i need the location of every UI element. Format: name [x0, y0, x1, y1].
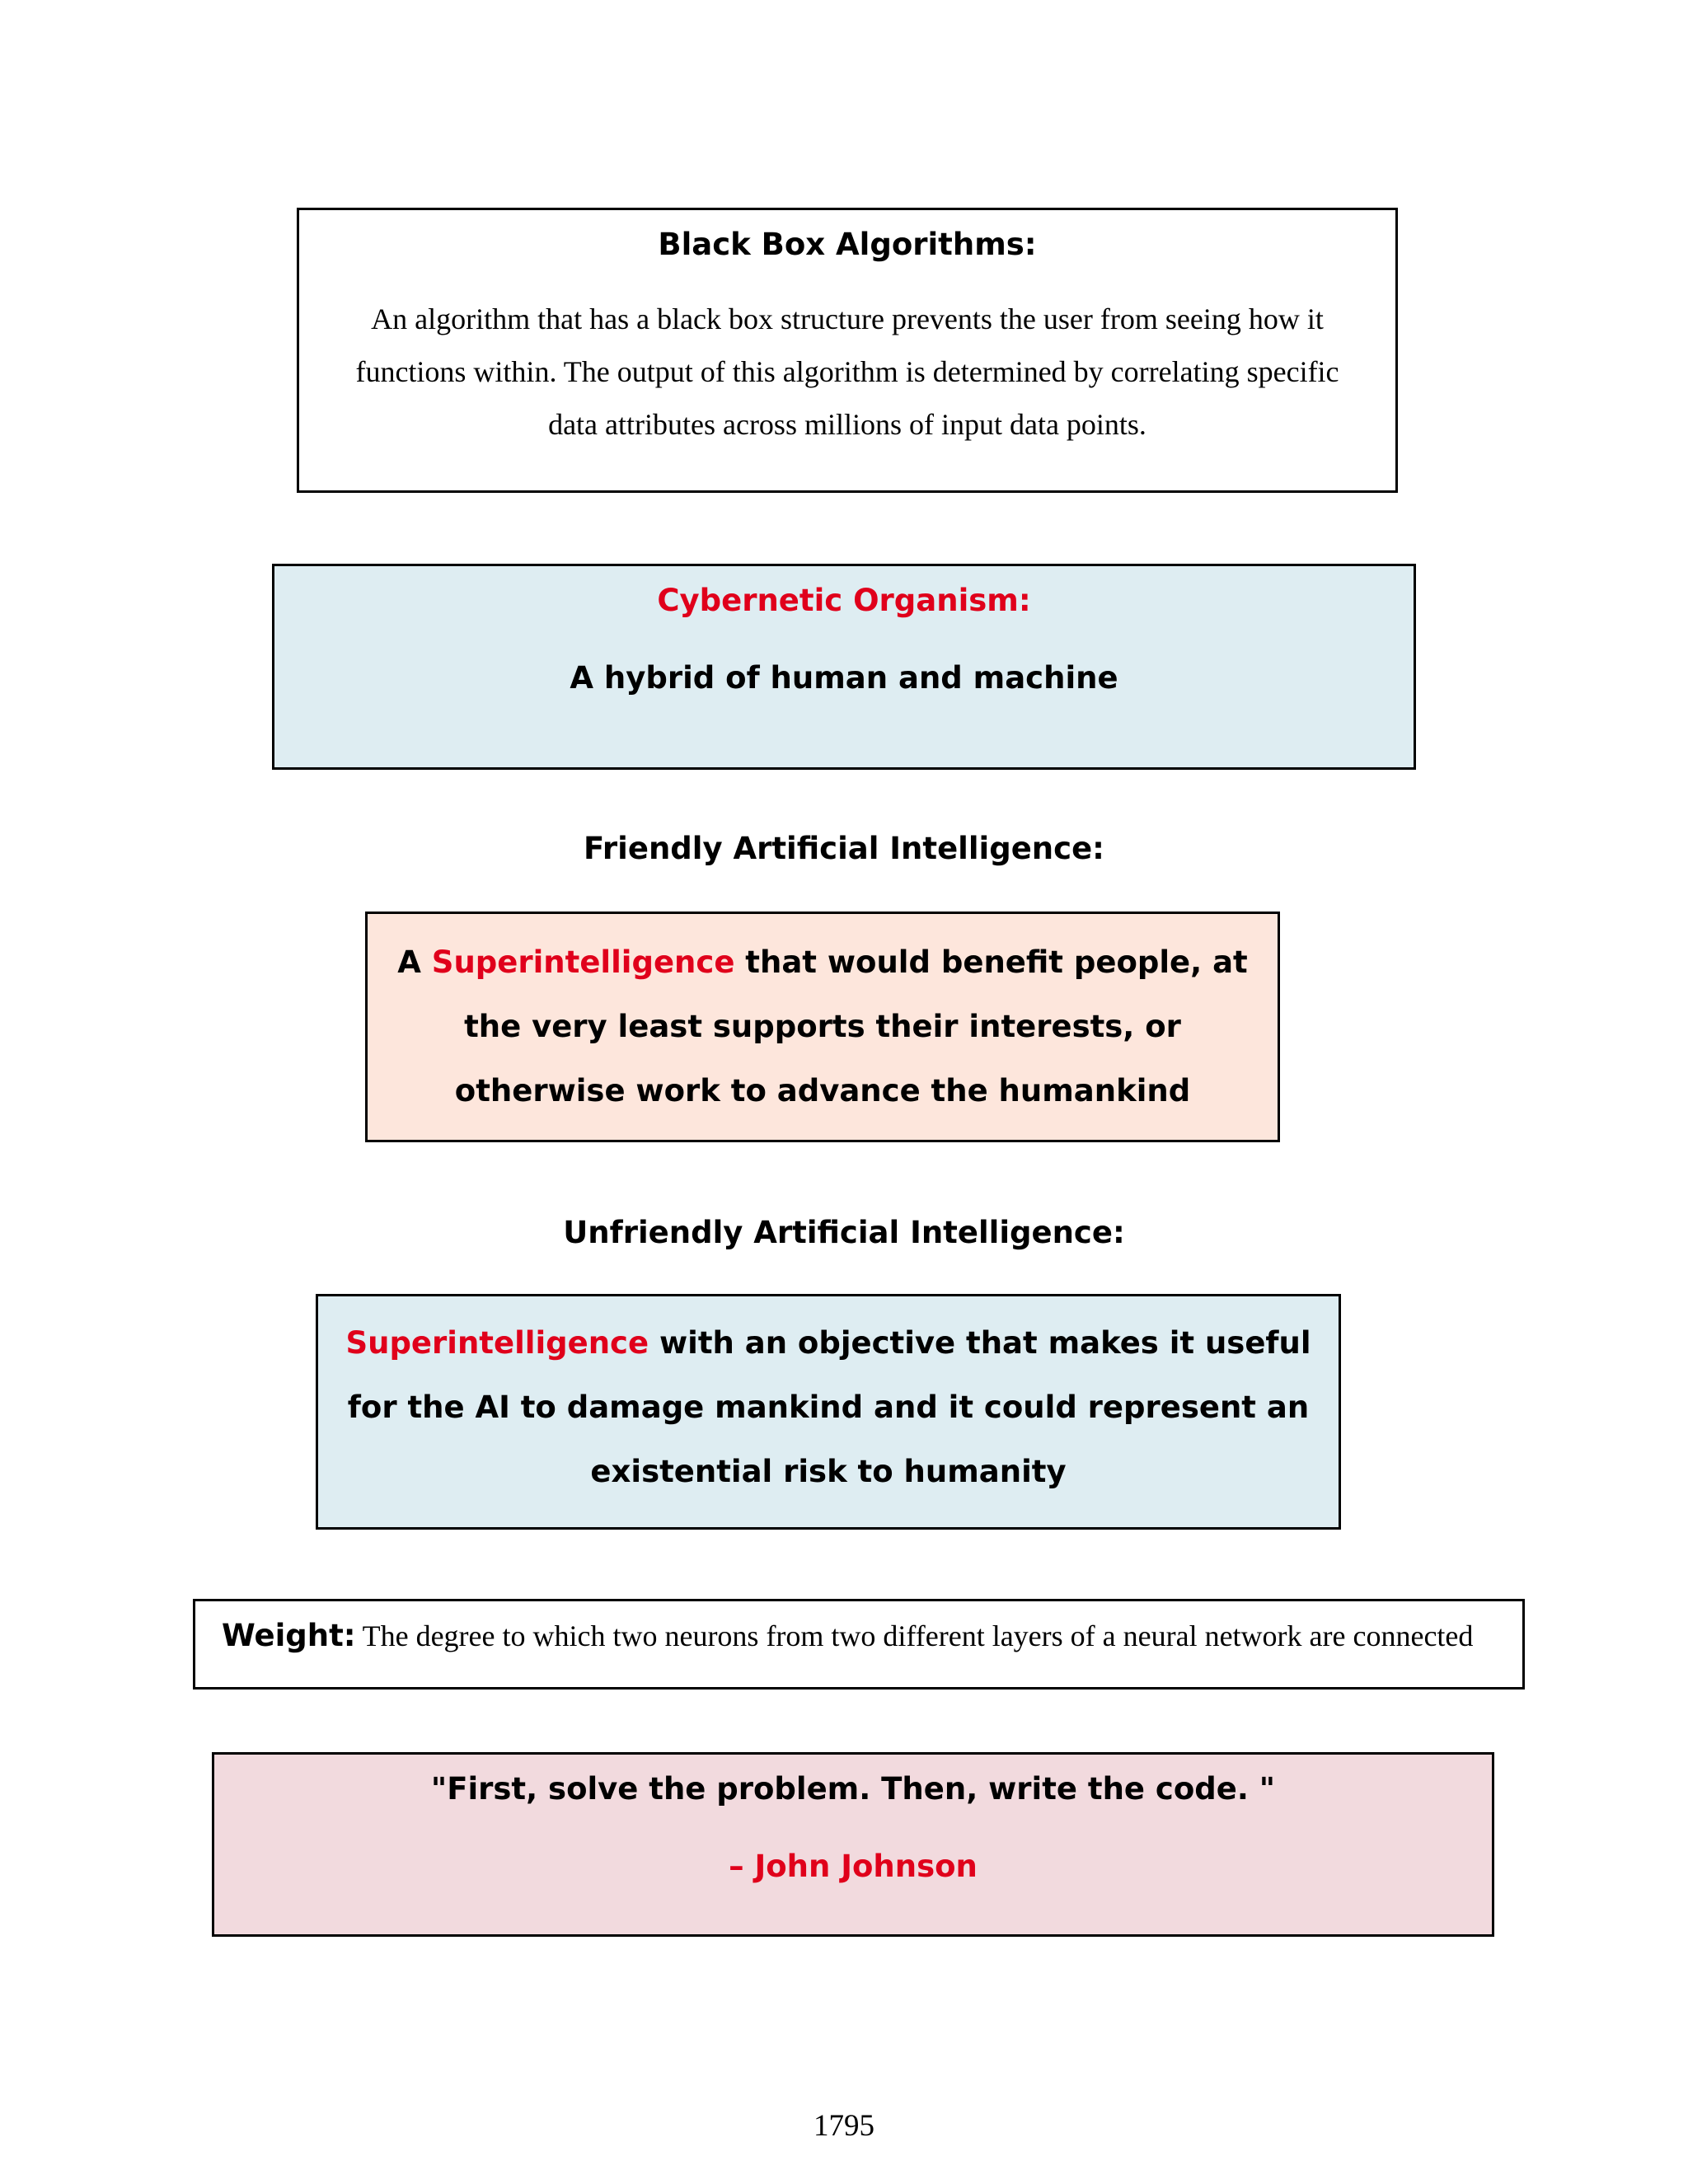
- friendly-ai-heading: Friendly Artificial Intelligence:: [584, 831, 1104, 866]
- black-box-title: Black Box Algorithms:: [658, 227, 1037, 262]
- black-box-definition-box: [297, 208, 1398, 493]
- cybernetic-body: A hybrid of human and machine: [570, 660, 1118, 696]
- weight-term: Weight:: [222, 1618, 356, 1653]
- friendly-ai-rest: that would benefit people, at the very least supports their interests, or otherwise work to advance the humankind: [454, 944, 1248, 1108]
- unfriendly-ai-box: [316, 1294, 1341, 1530]
- weight-definition-box: [193, 1599, 1525, 1690]
- unfriendly-ai-highlight: Superintelligence: [345, 1325, 649, 1361]
- black-box-body: An algorithm that has a black box structure prevents the user from seeing how it functions within. The output of this algorithm is determined by correlating specific data attributes across millions of input data points.: [355, 302, 1339, 441]
- page-number: 1795: [814, 2109, 874, 2143]
- weight-body: [222, 1618, 1514, 1653]
- unfriendly-ai-body: [335, 1311, 1322, 1504]
- quote-author: – John Johnson: [729, 1849, 978, 1884]
- friendly-ai-body: [384, 930, 1261, 1123]
- unfriendly-ai-heading: Unfriendly Artificial Intelligence:: [563, 1215, 1125, 1250]
- quote-text: "First, solve the problem. Then, write the code. ": [430, 1771, 1276, 1807]
- friendly-ai-box: [365, 912, 1280, 1142]
- friendly-ai-highlight: Superintelligence: [431, 944, 735, 980]
- cybernetic-title: Cybernetic Organism:: [657, 583, 1031, 618]
- quote-box: [212, 1752, 1494, 1937]
- friendly-ai-prefix: A: [397, 944, 432, 980]
- cybernetic-organism-box: [272, 564, 1416, 770]
- weight-definition: The degree to which two neurons from two different layers of a neural network are connected: [362, 1619, 1474, 1652]
- unfriendly-ai-rest: with an objective that makes it useful for the AI to damage mankind and it could represent an existential risk to humanity: [347, 1325, 1311, 1489]
